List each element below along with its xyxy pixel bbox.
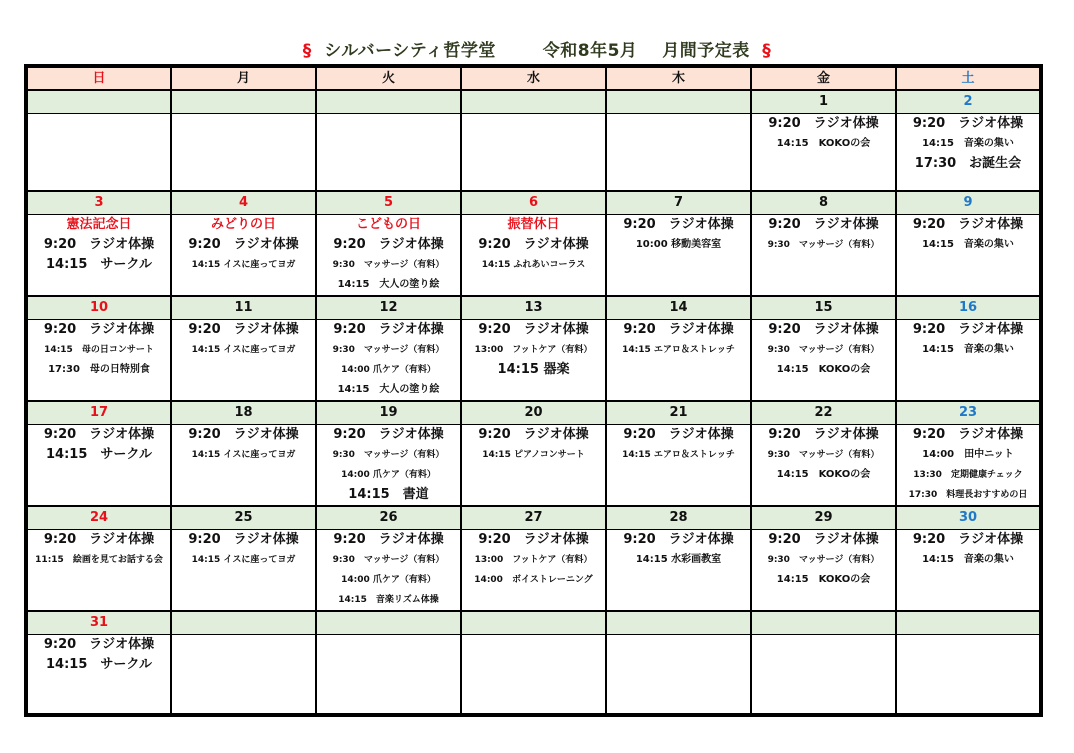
event-item: 14:15 イスに座ってヨガ — [191, 260, 296, 270]
event-item: 9:20 ラジオ体操 — [43, 532, 155, 547]
event-item: 13:30 定期健康チェック — [913, 470, 1023, 480]
date-cell — [316, 611, 461, 635]
event-item: 9:20 ラジオ体操 — [333, 532, 444, 547]
event-item: 14:00 ボイストレーニング — [474, 575, 593, 585]
day-events-cell — [896, 215, 1041, 297]
event-item: 9:20 ラジオ体操 — [188, 532, 299, 547]
event-item: 14:15 サークル — [46, 657, 152, 672]
event-item: 9:20 ラジオ体操 — [623, 427, 734, 442]
date-row — [26, 611, 1041, 635]
date-row — [26, 506, 1041, 530]
event-item: 9:30 マッサージ（有料） — [332, 345, 445, 355]
events-row — [26, 215, 1041, 297]
day-events-cell — [26, 530, 171, 612]
holiday-label: こどもの日 — [355, 217, 421, 232]
day-events-cell — [316, 320, 461, 402]
date-cell: 25 — [171, 506, 316, 530]
event-item: 14:00 爪ケア（有料） — [341, 365, 436, 375]
event-item: 9:20 ラジオ体操 — [912, 116, 1024, 131]
date-cell — [171, 611, 316, 635]
event-item: 14:00 田中ニット — [922, 449, 1014, 460]
section-mark-right: § — [762, 41, 772, 61]
date-cell — [606, 90, 751, 114]
date-cell — [606, 611, 751, 635]
event-item: 14:15 サークル — [46, 257, 152, 272]
day-events-cell — [461, 530, 606, 612]
date-row — [26, 401, 1041, 425]
date-cell: 17 — [26, 401, 171, 425]
date-cell: 14 — [606, 296, 751, 320]
monthly-calendar — [24, 64, 1043, 717]
event-item: 14:15 KOKOの会 — [776, 574, 871, 585]
date-cell: 11 — [171, 296, 316, 320]
day-events-cell — [461, 320, 606, 402]
day-events-cell — [751, 215, 896, 297]
date-cell: 10 — [26, 296, 171, 320]
date-cell: 12 — [316, 296, 461, 320]
date-cell: 30 — [896, 506, 1041, 530]
event-item: 17:30 お誕生会 — [914, 156, 1022, 171]
day-events-cell — [606, 114, 751, 192]
event-item: 9:20 ラジオ体操 — [333, 237, 444, 252]
holiday-label: 憲法記念日 — [66, 217, 132, 232]
day-events-cell — [896, 530, 1041, 612]
date-cell: 3 — [26, 191, 171, 215]
page-title — [0, 36, 1074, 61]
day-events-cell — [461, 215, 606, 297]
day-events-cell — [461, 635, 606, 716]
event-item: 9:20 ラジオ体操 — [333, 427, 444, 442]
date-cell: 28 — [606, 506, 751, 530]
event-item: 14:15 音楽の集い — [922, 239, 1014, 250]
date-cell — [26, 90, 171, 114]
date-row — [26, 191, 1041, 215]
date-cell: 22 — [751, 401, 896, 425]
event-item: 9:30 マッサージ（有料） — [767, 555, 880, 565]
date-cell: 18 — [171, 401, 316, 425]
event-item: 9:30 マッサージ（有料） — [767, 345, 880, 355]
event-item: 17:30 料理長おすすめの日 — [908, 490, 1028, 500]
event-item: 14:15 大人の塗り絵 — [337, 384, 440, 395]
event-item: 14:15 KOKOの会 — [776, 469, 871, 480]
event-item: 9:30 マッサージ（有料） — [332, 450, 445, 460]
event-item: 9:20 ラジオ体操 — [43, 322, 155, 337]
day-events-cell — [316, 215, 461, 297]
events-row — [26, 320, 1041, 402]
event-item: 9:20 ラジオ体操 — [768, 116, 879, 131]
date-cell: 19 — [316, 401, 461, 425]
event-item: 9:20 ラジオ体操 — [188, 237, 299, 252]
section-mark-left: § — [302, 41, 312, 61]
day-events-cell — [606, 320, 751, 402]
weekday-sun: 日 — [26, 66, 171, 90]
event-item: 14:15 イスに座ってヨガ — [191, 345, 296, 355]
events-row — [26, 114, 1041, 192]
event-item: 9:20 ラジオ体操 — [623, 532, 734, 547]
day-events-cell — [461, 114, 606, 192]
date-row — [26, 90, 1041, 114]
event-item: 14:15 ピアノコンサート — [482, 450, 585, 460]
event-item: 14:15 書道 — [348, 487, 429, 502]
day-events-cell — [896, 114, 1041, 192]
day-events-cell — [316, 114, 461, 192]
event-item: 9:20 ラジオ体操 — [912, 427, 1024, 442]
day-events-cell — [751, 425, 896, 507]
event-item: 14:15 イスに座ってヨガ — [191, 555, 296, 565]
event-item: 9:20 ラジオ体操 — [478, 237, 589, 252]
event-item: 9:20 ラジオ体操 — [912, 217, 1024, 232]
date-cell — [316, 90, 461, 114]
day-events-cell — [26, 425, 171, 507]
facility-name: シルバーシティ哲学堂 — [324, 41, 496, 61]
day-events-cell — [606, 215, 751, 297]
event-item: 9:20 ラジオ体操 — [912, 322, 1024, 337]
day-events-cell — [171, 320, 316, 402]
event-item: 14:15 音楽の集い — [922, 138, 1014, 149]
event-item: 9:20 ラジオ体操 — [768, 322, 879, 337]
day-events-cell — [171, 425, 316, 507]
event-item: 9:20 ラジオ体操 — [768, 532, 879, 547]
day-events-cell — [606, 635, 751, 716]
day-events-cell — [751, 114, 896, 192]
event-item: 14:15 大人の塗り絵 — [337, 279, 440, 290]
event-item: 14:15 水彩画教室 — [635, 554, 722, 565]
event-item: 13:00 フットケア（有料） — [474, 555, 593, 565]
day-events-cell — [896, 320, 1041, 402]
date-cell: 1 — [751, 90, 896, 114]
event-item: 9:30 マッサージ（有料） — [332, 555, 445, 565]
event-item: 14:15 エアロ＆ストレッチ — [622, 345, 735, 355]
date-cell: 15 — [751, 296, 896, 320]
day-events-cell — [26, 320, 171, 402]
day-events-cell — [171, 114, 316, 192]
day-events-cell — [751, 320, 896, 402]
event-item: 9:30 マッサージ（有料） — [767, 450, 880, 460]
event-item: 14:15 イスに座ってヨガ — [191, 450, 296, 460]
event-item: 9:20 ラジオ体操 — [478, 322, 589, 337]
event-item: 9:20 ラジオ体操 — [333, 322, 444, 337]
day-events-cell — [606, 530, 751, 612]
event-item: 14:15 KOKOの会 — [776, 364, 871, 375]
date-cell: 7 — [606, 191, 751, 215]
event-item: 14:15 エアロ＆ストレッチ — [622, 450, 735, 460]
event-item: 14:00 爪ケア（有料） — [341, 575, 436, 585]
event-item: 9:30 マッサージ（有料） — [767, 240, 880, 250]
event-item: 13:00 フットケア（有料） — [474, 345, 593, 355]
event-item: 9:30 マッサージ（有料） — [332, 260, 445, 270]
date-cell: 20 — [461, 401, 606, 425]
day-events-cell — [171, 635, 316, 716]
event-item: 9:20 ラジオ体操 — [478, 427, 589, 442]
date-cell — [751, 611, 896, 635]
event-item: 14:15 音楽の集い — [922, 344, 1014, 355]
events-row — [26, 425, 1041, 507]
day-events-cell — [751, 530, 896, 612]
event-item: 9:20 ラジオ体操 — [623, 322, 734, 337]
event-item: 14:15 器楽 — [497, 362, 570, 377]
period-label: 令和8年5月 — [542, 41, 638, 61]
event-item: 9:20 ラジオ体操 — [43, 427, 155, 442]
weekday-fri: 金 — [751, 66, 896, 90]
event-item: 9:20 ラジオ体操 — [188, 322, 299, 337]
day-events-cell — [26, 635, 171, 716]
date-row — [26, 296, 1041, 320]
day-events-cell — [896, 425, 1041, 507]
weekday-thu: 木 — [606, 66, 751, 90]
day-events-cell — [606, 425, 751, 507]
event-item: 9:20 ラジオ体操 — [43, 637, 155, 652]
weekday-mon: 月 — [171, 66, 316, 90]
date-cell: 4 — [171, 191, 316, 215]
day-events-cell — [171, 215, 316, 297]
date-cell: 21 — [606, 401, 751, 425]
event-item: 9:20 ラジオ体操 — [623, 217, 734, 232]
event-item: 9:20 ラジオ体操 — [768, 217, 879, 232]
date-cell: 5 — [316, 191, 461, 215]
day-events-cell — [316, 425, 461, 507]
day-events-cell — [751, 635, 896, 716]
weekday-wed: 水 — [461, 66, 606, 90]
event-item: 9:20 ラジオ体操 — [768, 427, 879, 442]
event-item: 14:15 ふれあいコーラス — [481, 260, 586, 270]
event-item: 9:20 ラジオ体操 — [478, 532, 589, 547]
event-item: 11:15 絵画を見てお話する会 — [35, 555, 163, 565]
day-events-cell — [896, 635, 1041, 716]
date-cell: 6 — [461, 191, 606, 215]
events-row — [26, 635, 1041, 716]
event-item: 14:15 サークル — [46, 447, 152, 462]
date-cell: 26 — [316, 506, 461, 530]
weekday-sat: 土 — [896, 66, 1041, 90]
date-cell: 23 — [896, 401, 1041, 425]
day-events-cell — [171, 530, 316, 612]
date-cell: 16 — [896, 296, 1041, 320]
day-events-cell — [26, 114, 171, 192]
schedule-label: 月間予定表 — [662, 41, 750, 61]
date-cell — [461, 90, 606, 114]
day-events-cell — [316, 530, 461, 612]
event-item: 14:15 音楽の集い — [922, 554, 1014, 565]
holiday-label: みどりの日 — [210, 217, 276, 232]
event-item: 17:30 母の日特別食 — [48, 364, 150, 375]
event-item: 14:15 母の日コンサート — [44, 345, 154, 355]
event-item: 9:20 ラジオ体操 — [188, 427, 299, 442]
event-item: 10:00 移動美容室 — [635, 239, 722, 250]
weekday-tue: 火 — [316, 66, 461, 90]
event-item: 9:20 ラジオ体操 — [43, 237, 155, 252]
date-cell — [461, 611, 606, 635]
date-cell: 2 — [896, 90, 1041, 114]
holiday-label: 振替休日 — [507, 217, 560, 232]
event-item: 14:00 爪ケア（有料） — [341, 470, 436, 480]
date-cell: 29 — [751, 506, 896, 530]
date-cell: 8 — [751, 191, 896, 215]
event-item: 14:15 音楽リズム体操 — [338, 595, 439, 605]
event-item: 9:20 ラジオ体操 — [912, 532, 1024, 547]
date-cell: 9 — [896, 191, 1041, 215]
day-events-cell — [26, 215, 171, 297]
date-cell: 13 — [461, 296, 606, 320]
date-cell: 27 — [461, 506, 606, 530]
date-cell — [171, 90, 316, 114]
date-cell — [896, 611, 1041, 635]
date-cell: 24 — [26, 506, 171, 530]
date-cell: 31 — [26, 611, 171, 635]
weekday-header-row — [26, 66, 1041, 90]
event-item: 14:15 KOKOの会 — [776, 138, 871, 149]
events-row — [26, 530, 1041, 612]
day-events-cell — [316, 635, 461, 716]
day-events-cell — [461, 425, 606, 507]
